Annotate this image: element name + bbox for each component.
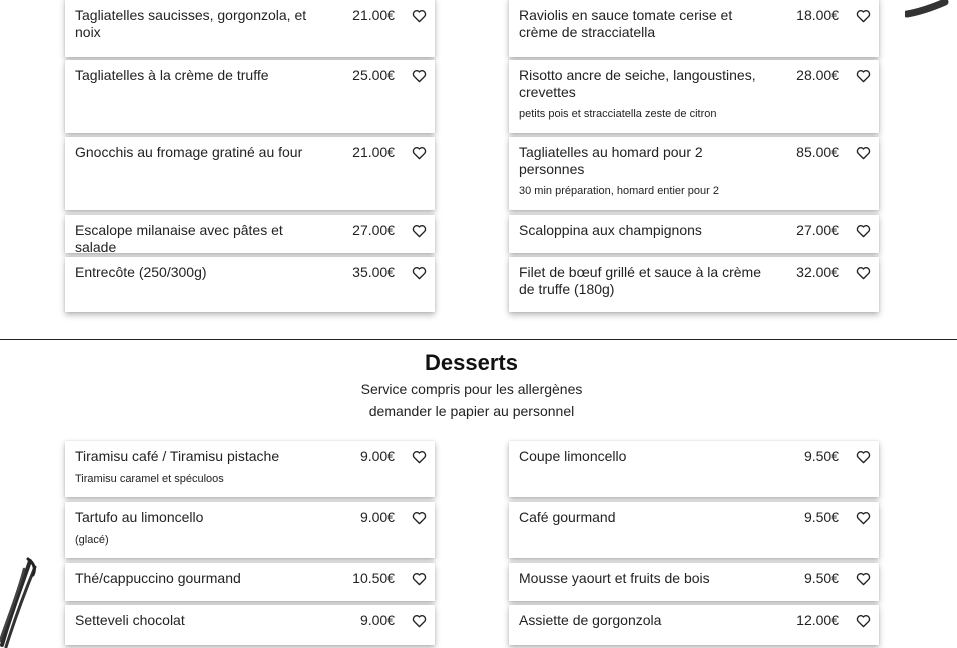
menu-item-price: 28.00€ — [796, 67, 839, 83]
dessert-item-card[interactable] — [509, 441, 879, 497]
menu-item-name: Café gourmand — [519, 509, 616, 525]
menu-item-name: Raviolis en sauce tomate cerise et crème de stracciatella — [519, 7, 733, 40]
menu-item-description: petits pois et stracciatella zeste de citron — [519, 108, 717, 120]
heart-icon[interactable] — [856, 9, 871, 23]
menu-item-card[interactable] — [509, 0, 879, 57]
menu-item-name: Gnocchis au fromage gratiné au four — [75, 144, 303, 160]
section-subtitle: Service compris pour les allergènes — [360, 381, 583, 397]
menu-item-price: 9.00€ — [359, 448, 395, 464]
heart-icon[interactable] — [856, 146, 871, 160]
heart-icon[interactable] — [856, 69, 871, 83]
menu-item-price: 12.00€ — [796, 612, 839, 628]
heart-icon[interactable] — [412, 450, 427, 464]
heart-icon[interactable] — [412, 9, 427, 23]
menu-item-price: 35.00€ — [352, 264, 395, 280]
menu-item-card[interactable] — [509, 137, 879, 210]
menu-item-name: Scaloppina aux champignons — [519, 222, 702, 238]
dessert-item-card[interactable] — [65, 605, 435, 645]
menu-item-name: Tartufo au limoncello — [75, 509, 204, 525]
menu-item-description: Tiramisu caramel et spéculoos — [75, 473, 224, 485]
menu-item-price: 18.00€ — [796, 7, 839, 23]
section-divider — [0, 339, 957, 340]
menu-item-name: Setteveli chocolat — [75, 612, 185, 628]
heart-icon[interactable] — [412, 69, 427, 83]
heart-icon[interactable] — [412, 511, 427, 525]
menu-item-name: Tiramisu café / Tiramisu pistache — [75, 448, 280, 464]
dessert-item-card[interactable] — [65, 563, 435, 601]
menu-item-description: (glacé) — [75, 534, 109, 546]
menu-item-price: 9.00€ — [359, 612, 395, 628]
menu-item-name: Coupe limoncello — [519, 448, 627, 464]
heart-icon[interactable] — [412, 224, 427, 238]
menu-item-price: 10.50€ — [352, 570, 395, 586]
heart-icon[interactable] — [856, 511, 871, 525]
heart-icon[interactable] — [412, 266, 427, 280]
dessert-item-card[interactable] — [65, 441, 435, 497]
whisk-sketch-decoration — [0, 555, 42, 648]
menu-item-card[interactable] — [65, 257, 435, 312]
menu-item-price: 25.00€ — [352, 67, 395, 83]
menu-item-name: Escalope milanaise avec pâtes et salade — [75, 222, 283, 255]
heart-icon[interactable] — [412, 146, 427, 160]
heart-icon[interactable] — [412, 572, 427, 586]
menu-item-name: Risotto ancre de seiche, langoustines, crevettes — [519, 67, 756, 100]
menu-item-name: Entrecôte (250/300g) — [75, 264, 207, 280]
section-title: Desserts — [425, 350, 518, 375]
menu-item-price: 27.00€ — [352, 222, 395, 238]
menu-item-price: 9.50€ — [803, 448, 839, 464]
menu-item-name: Thé/cappuccino gourmand — [75, 570, 241, 586]
menu-item-card[interactable] — [65, 215, 435, 253]
heart-icon[interactable] — [856, 572, 871, 586]
menu-item-card[interactable] — [509, 215, 879, 253]
menu-item-price: 32.00€ — [796, 264, 839, 280]
menu-item-name: Tagliatelles saucisses, gorgonzola, et noix — [75, 7, 307, 40]
menu-item-card[interactable] — [65, 137, 435, 210]
menu-item-card[interactable] — [65, 60, 435, 133]
menu-item-name: Assiette de gorgonzola — [519, 612, 662, 628]
heart-icon[interactable] — [856, 614, 871, 628]
brush-stroke-decoration — [905, 0, 957, 22]
menu-item-price: 27.00€ — [796, 222, 839, 238]
menu-item-price: 85.00€ — [796, 144, 839, 160]
dessert-item-card[interactable] — [65, 502, 435, 558]
menu-item-name: Filet de bœuf grillé et sauce à la crème de truffe (180g) — [519, 264, 761, 297]
dessert-item-card[interactable] — [509, 605, 879, 645]
dessert-item-card[interactable] — [509, 502, 879, 558]
menu-item-price: 21.00€ — [352, 144, 395, 160]
section-subtitle: demander le papier au personnel — [368, 403, 575, 419]
menu-item-price: 21.00€ — [352, 7, 395, 23]
menu-item-name: Tagliatelles à la crème de truffe — [75, 67, 269, 83]
heart-icon[interactable] — [856, 224, 871, 238]
menu-item-price: 9.00€ — [359, 509, 395, 525]
menu-item-price: 9.50€ — [803, 509, 839, 525]
menu-item-card[interactable] — [509, 257, 879, 312]
menu-item-description: 30 min préparation, homard entier pour 2 — [519, 185, 719, 197]
menu-item-card[interactable] — [509, 60, 879, 133]
heart-icon[interactable] — [856, 450, 871, 464]
heart-icon[interactable] — [856, 266, 871, 280]
dessert-item-card[interactable] — [509, 563, 879, 601]
menu-item-price: 9.50€ — [803, 570, 839, 586]
heart-icon[interactable] — [412, 614, 427, 628]
menu-item-name: Mousse yaourt et fruits de bois — [519, 570, 710, 586]
menu-item-name: Tagliatelles au homard pour 2 personnes — [519, 144, 703, 177]
menu-item-card[interactable] — [65, 0, 435, 57]
